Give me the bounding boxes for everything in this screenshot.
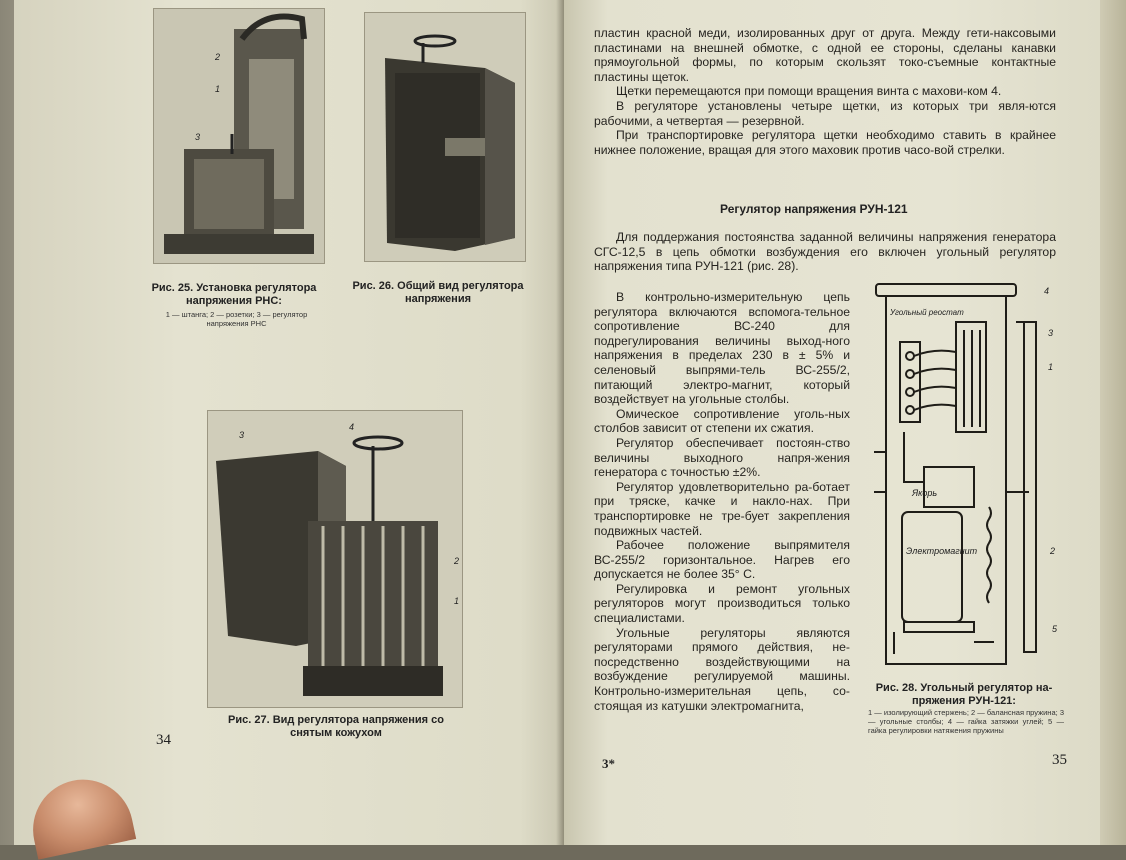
fig28-legend: 1 — изолирующий стержень; 2 — балансная пружина; 3 — угольные столбы; 4 — гайка затяжки углей; 5 — гайка регулировки натяжения пружины [868,708,1064,735]
intro-paragraph [594,230,1056,274]
fig28-label-magnet: Электромагнит [906,546,978,556]
fig27-label-2: 2 [454,556,460,566]
paragraph: Угольные регуляторы являются регуляторами прямого действия, не-посредственно воздействующими на возбуждение регулируемой машины. Контрольно-измерительная цепь, со-стоящая из катушки электромагнита, [594,625,850,713]
fig26-illustration [365,13,525,261]
paragraph: В контрольно-измерительную цепь регулятора включаются вспомога-тельное сопротивление ВС-240 для подрегулирования величины выход-ного напряжения в пределах 230 в ± 5% и селеновый выпрями-тель ВС-255/2, питающий электро-магнит, который воздействует на угольные столбы. [594,290,850,407]
fig28-label-reostat: Угольный реостат [890,308,964,317]
fig27-illustration [208,411,462,707]
paragraph: Регулятор обеспечивает постоян-ство величины выходного напря-жения генератора с точностью ±2%. [594,435,850,480]
top-text-block [594,26,1056,157]
fig27-label-3: 3 [239,430,245,440]
fig28-label-4: 4 [1044,286,1050,296]
fig28-label-1: 1 [1048,362,1054,372]
fig25-label-1: 1 [215,84,221,94]
fig28-schematic [864,282,1064,672]
paragraph: Омическое сопротивление уголь-ных столбов зависит от степени их сжатия. [594,406,850,436]
right-page-number: 35 [1052,752,1067,768]
fig27-label-4: 4 [349,422,355,432]
fig28-diagram [864,282,1064,672]
fig28-label-yakor: Якорь [912,488,938,498]
left-page [14,0,564,845]
paragraph: Щетки перемещаются при помощи вращения винта с махови-ком 4. [616,84,1002,99]
fig25-caption: Рис. 25. Установка регулятора напряжения РНС: [151,282,317,307]
paragraph: В регуляторе установлены четыре щетки, из которых три явля-ются рабочими, а четвертая — резервной. [594,98,1056,128]
fig26-caption: Рис. 26. Общий вид регулятора напряжения [352,280,524,305]
fig28-label-5: 5 [1052,624,1058,634]
section-heading: Регулятор напряжения РУН-121 [720,202,908,216]
fig28-label-2: 2 [1050,546,1056,556]
intro-text: Для поддержания постоянства заданной величины напряжения генератора СГС-12,5 в цепь обмотки возбуждения его включен угольный регулятор напряжения типа РУН-121 (рис. 28). [594,230,1056,274]
fig25-illustration [154,9,324,263]
page-edge [1100,0,1126,845]
fig26-photo [364,12,526,262]
paragraph: Регулировка и ремонт угольных регуляторов могут производиться только специалистами. [594,581,850,626]
fig27-caption: Рис. 27. Вид регулятора напряжения со снятым кожухом [228,714,444,739]
fig28-caption: Рис. 28. Угольный регулятор на-пряжения РУН-121: [875,682,1053,707]
signature-mark: 3* [602,756,615,771]
fig27-photo [207,410,463,708]
left-page-number: 34 [156,732,171,748]
fig25-legend: 1 — штанга; 2 — розетки; 3 — регулятор напряжения РНС [165,310,308,328]
right-page [564,0,1112,845]
fig27-label-1: 1 [454,596,460,606]
paragraph: Рабочее положение выпрямителя ВС-255/2 горизонтальное. Нагрев его допускается не более 35° С. [594,538,850,582]
fig28-label-3: 3 [1048,328,1054,338]
fig25-label-3: 3 [195,132,201,142]
paragraph: пластин красной меди, изолированных друг от друга. Между гети-наксовыми пластинами на внешней обмотке, с одной ее стороны, сделаны канавки прямоугольной формы, по которым скользят токо-съемные контактные пластины щеток. [594,26,1056,84]
fig25-label-2: 2 [215,52,221,62]
column-text-block [594,290,850,713]
paragraph: При транспортировке регулятора щетки необходимо ставить в крайнее нижнее положение, вращая для этого маховик против часо-вой стрелки. [594,128,1056,157]
fig25-photo [153,8,325,264]
paragraph: Регулятор удовлетворительно ра-ботает при тряске, качке и накло-нах. При транспортировке не тре-бует закрепления подвижных частей. [594,479,850,538]
